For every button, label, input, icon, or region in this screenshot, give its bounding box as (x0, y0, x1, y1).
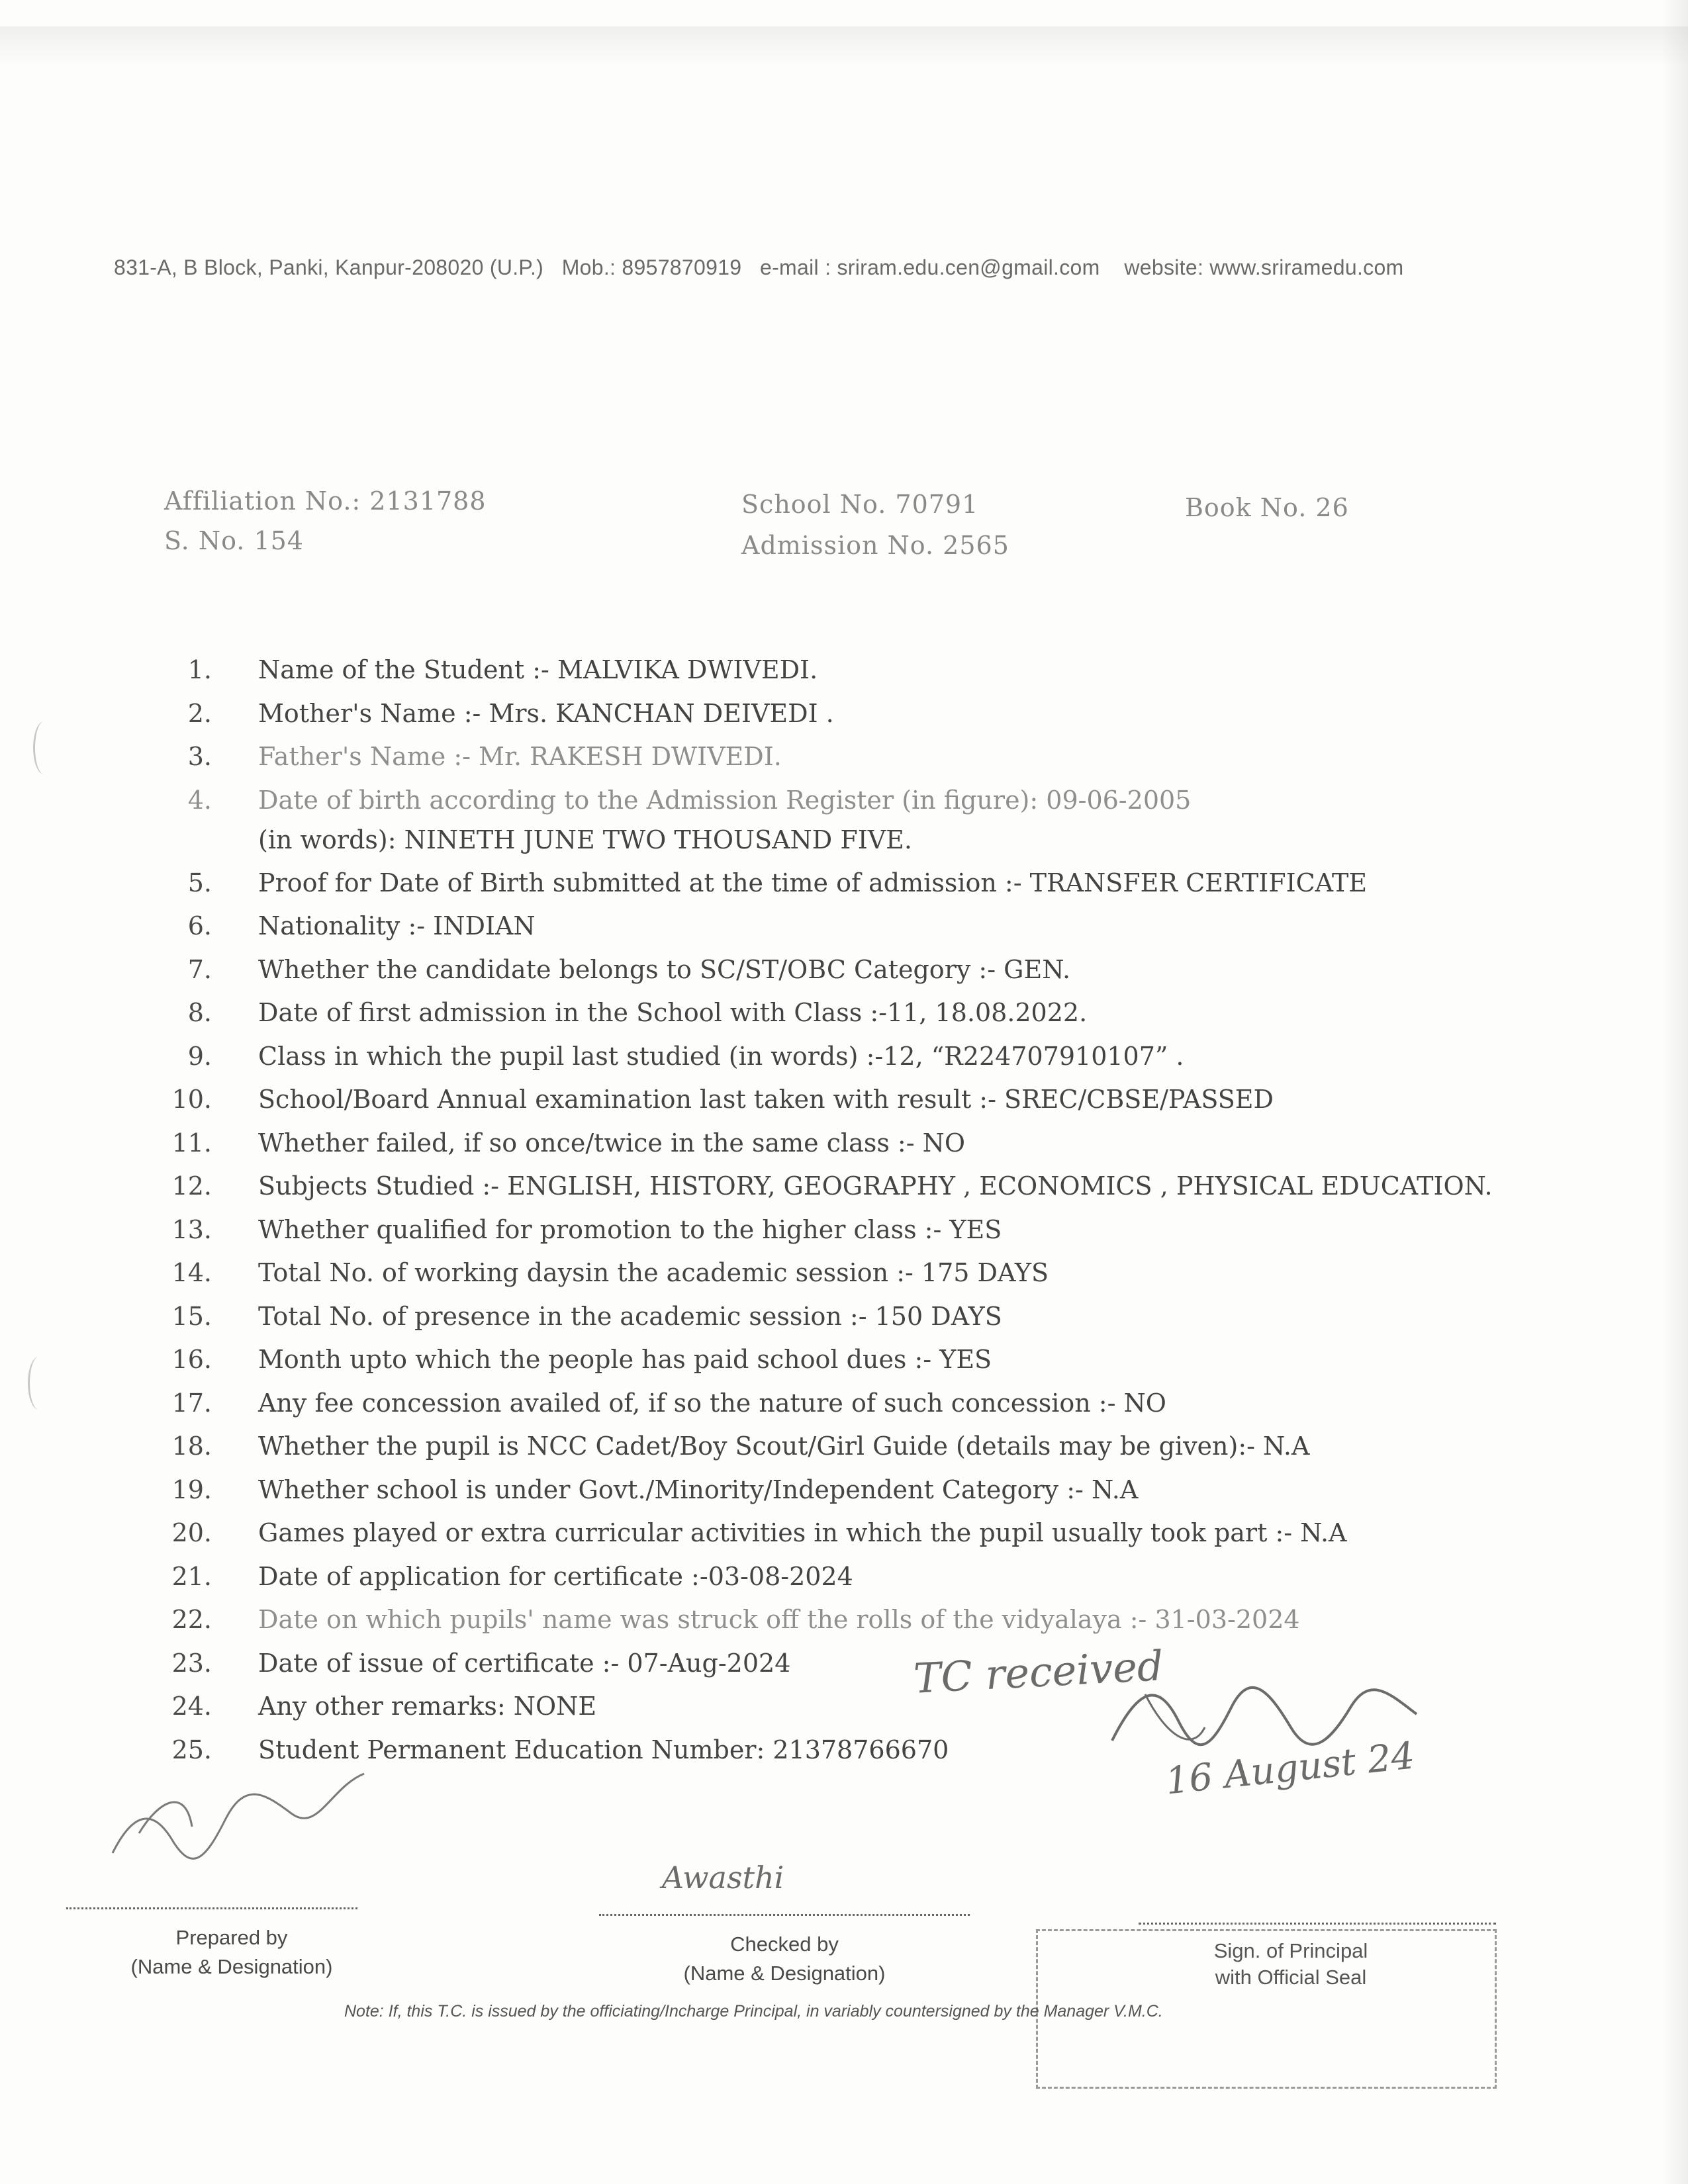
item-text: Subjects Studied :- ENGLISH, HISTORY, GEOGRAPHY , ECONOMICS , PHYSICAL EDUCATION. (258, 1171, 1493, 1201)
item-number: 14. (171, 1258, 212, 1287)
item-number: 25. (171, 1735, 212, 1764)
checked-signature-line (599, 1914, 970, 1916)
prepared-signature-line (66, 1907, 357, 1909)
list-item (146, 1171, 1536, 1215)
item-number: 7. (187, 954, 212, 984)
school-number: School No. 70791 (741, 490, 979, 519)
item-text: Any fee concession availed of, if so the nature of such concession :- NO (258, 1388, 1166, 1418)
principal-sign-label (1178, 1938, 1403, 1991)
item-text: Nationality :- INDIAN (258, 911, 536, 940)
prepared-by-title: Prepared by (175, 1926, 288, 1949)
item-number: 23. (171, 1648, 212, 1678)
scan-shadow-top (0, 26, 1688, 66)
item-number: 21. (171, 1561, 212, 1591)
item-text: Proof for Date of Birth submitted at the time of admission :- TRANSFER CERTIFICATE (258, 868, 1368, 897)
student-signature-icon (1099, 1668, 1443, 1760)
item-text: Total No. of presence in the academic session :- 150 DAYS (258, 1301, 1002, 1331)
item-text: Whether qualified for promotion to the higher class :- YES (258, 1214, 1002, 1244)
item-text: Any other remarks: NONE (258, 1692, 597, 1721)
item-text: Date on which pupils' name was struck off the rolls of the vidyalaya :- 31-03-2024 (258, 1605, 1300, 1634)
item-text: Total No. of working daysin the academic session :- 175 DAYS (258, 1258, 1049, 1287)
item-text: Whether the pupil is NCC Cadet/Boy Scout/Girl Guide (details may be given):- N.A (258, 1432, 1310, 1461)
prepared-by-label (93, 1923, 371, 1981)
item-number: 16. (171, 1345, 212, 1374)
item-number: 4. (187, 785, 212, 815)
checked-by-subtitle: (Name & Designation) (683, 1962, 886, 1985)
item-text: School/Board Annual examination last taken with result :- SREC/CBSE/PASSED (258, 1085, 1274, 1114)
item-text: Date of birth according to the Admission Register (in figure): 09-06-2005 (258, 785, 1192, 815)
principal-sign-subtitle: with Official Seal (1215, 1966, 1367, 1989)
punch-hole-mark (28, 1357, 50, 1410)
list-item (146, 1345, 1536, 1388)
item-text: Student Permanent Education Number: 21378766670 (258, 1735, 949, 1764)
list-item (146, 1475, 1536, 1519)
list-item (146, 742, 1536, 786)
item-text: Mother's Name :- Mrs. KANCHAN DEIVEDI . (258, 698, 834, 728)
item-number: 20. (171, 1518, 212, 1547)
list-item (146, 655, 1536, 699)
list-item (146, 699, 1536, 743)
handwritten-tc-received: TC received (912, 1641, 1165, 1703)
affiliation-number: Affiliation No.: 2131788 (164, 486, 487, 516)
list-item (146, 1042, 1536, 1085)
footer-note: Note: If, this T.C. is issued by the officiating/Incharge Principal, in variably countersigned by the Manager V.M.C. (344, 2002, 1163, 2021)
item-number: 11. (171, 1128, 212, 1158)
item-number: 9. (187, 1041, 212, 1071)
item-text: Father's Name :- Mr. RAKESH DWIVEDI. (258, 742, 782, 771)
item-text: Whether the candidate belongs to SC/ST/OBC Category :- GEN. (258, 954, 1071, 984)
item-text: Class in which the pupil last studied (in words) :-12, “R224707910107” . (258, 1041, 1184, 1071)
item-text: Name of the Student :- MALVIKA DWIVEDI. (258, 655, 818, 684)
item-text-continued: (in words): NINETH JUNE TWO THOUSAND FIVE. (258, 825, 912, 854)
item-text: Whether school is under Govt./Minority/Independent Category :- N.A (258, 1475, 1139, 1504)
handwritten-date: 16 August 24 (1163, 1734, 1417, 1803)
item-number: 6. (187, 911, 212, 940)
item-number: 22. (171, 1605, 212, 1634)
checked-by-label (645, 1930, 923, 1988)
item-number: 10. (171, 1085, 212, 1114)
website-text: website: www.sriramedu.com (1124, 255, 1404, 279)
mobile-text: Mob.: 8957870919 (561, 255, 742, 279)
list-item (146, 1388, 1536, 1432)
email-text: e-mail : sriram.edu.cen@gmail.com (759, 255, 1100, 279)
item-number: 13. (171, 1214, 212, 1244)
principal-signature-line (1139, 1923, 1496, 1925)
list-item (146, 1518, 1536, 1562)
list-item (146, 1128, 1536, 1172)
list-item (146, 1432, 1536, 1475)
item-number: 24. (171, 1692, 212, 1721)
item-number: 3. (187, 742, 212, 771)
item-text: Date of application for certificate :-03-08-2024 (258, 1561, 853, 1591)
item-number: 18. (171, 1432, 212, 1461)
serial-number: S. No. 154 (164, 526, 304, 555)
checked-signature-text: Awasthi (662, 1860, 784, 1895)
item-number: 5. (187, 868, 212, 897)
item-number: 19. (171, 1475, 212, 1504)
item-number: 8. (187, 998, 212, 1027)
certificate-items (146, 655, 1536, 1778)
book-number: Book No. 26 (1185, 493, 1349, 522)
list-item (146, 1215, 1536, 1259)
checked-by-title: Checked by (730, 1933, 839, 1956)
item-number: 2. (187, 698, 212, 728)
item-number: 17. (171, 1388, 212, 1418)
punch-hole-mark (33, 721, 55, 774)
principal-sign-title: Sign. of Principal (1213, 1939, 1368, 1962)
item-number: 15. (171, 1301, 212, 1331)
list-item (146, 911, 1536, 955)
prepared-signature-icon (99, 1747, 377, 1880)
item-text: Games played or extra curricular activities in which the pupil usually took part :- N.A (258, 1518, 1347, 1547)
list-item (146, 1605, 1536, 1649)
list-item (146, 955, 1536, 999)
admission-number: Admission No. 2565 (741, 531, 1009, 560)
school-contact-line (114, 255, 1491, 280)
list-item (146, 1085, 1536, 1128)
list-item (146, 1302, 1536, 1345)
address-text: 831-A, B Block, Panki, Kanpur-208020 (U.P.) (114, 255, 544, 279)
scan-shadow-right (1662, 0, 1688, 2184)
prepared-by-subtitle: (Name & Designation) (130, 1955, 333, 1978)
list-item (146, 998, 1536, 1042)
item-number: 1. (187, 655, 212, 684)
item-number: 12. (171, 1171, 212, 1201)
list-item (146, 786, 1536, 868)
item-text: Whether failed, if so once/twice in the same class :- NO (258, 1128, 966, 1158)
list-item (146, 868, 1536, 912)
list-item (146, 1562, 1536, 1606)
item-text: Date of issue of certificate :- 07-Aug-2024 (258, 1648, 791, 1678)
list-item (146, 1258, 1536, 1302)
item-text: Date of first admission in the School with Class :-11, 18.08.2022. (258, 998, 1088, 1027)
item-text: Month upto which the people has paid school dues :- YES (258, 1345, 992, 1374)
